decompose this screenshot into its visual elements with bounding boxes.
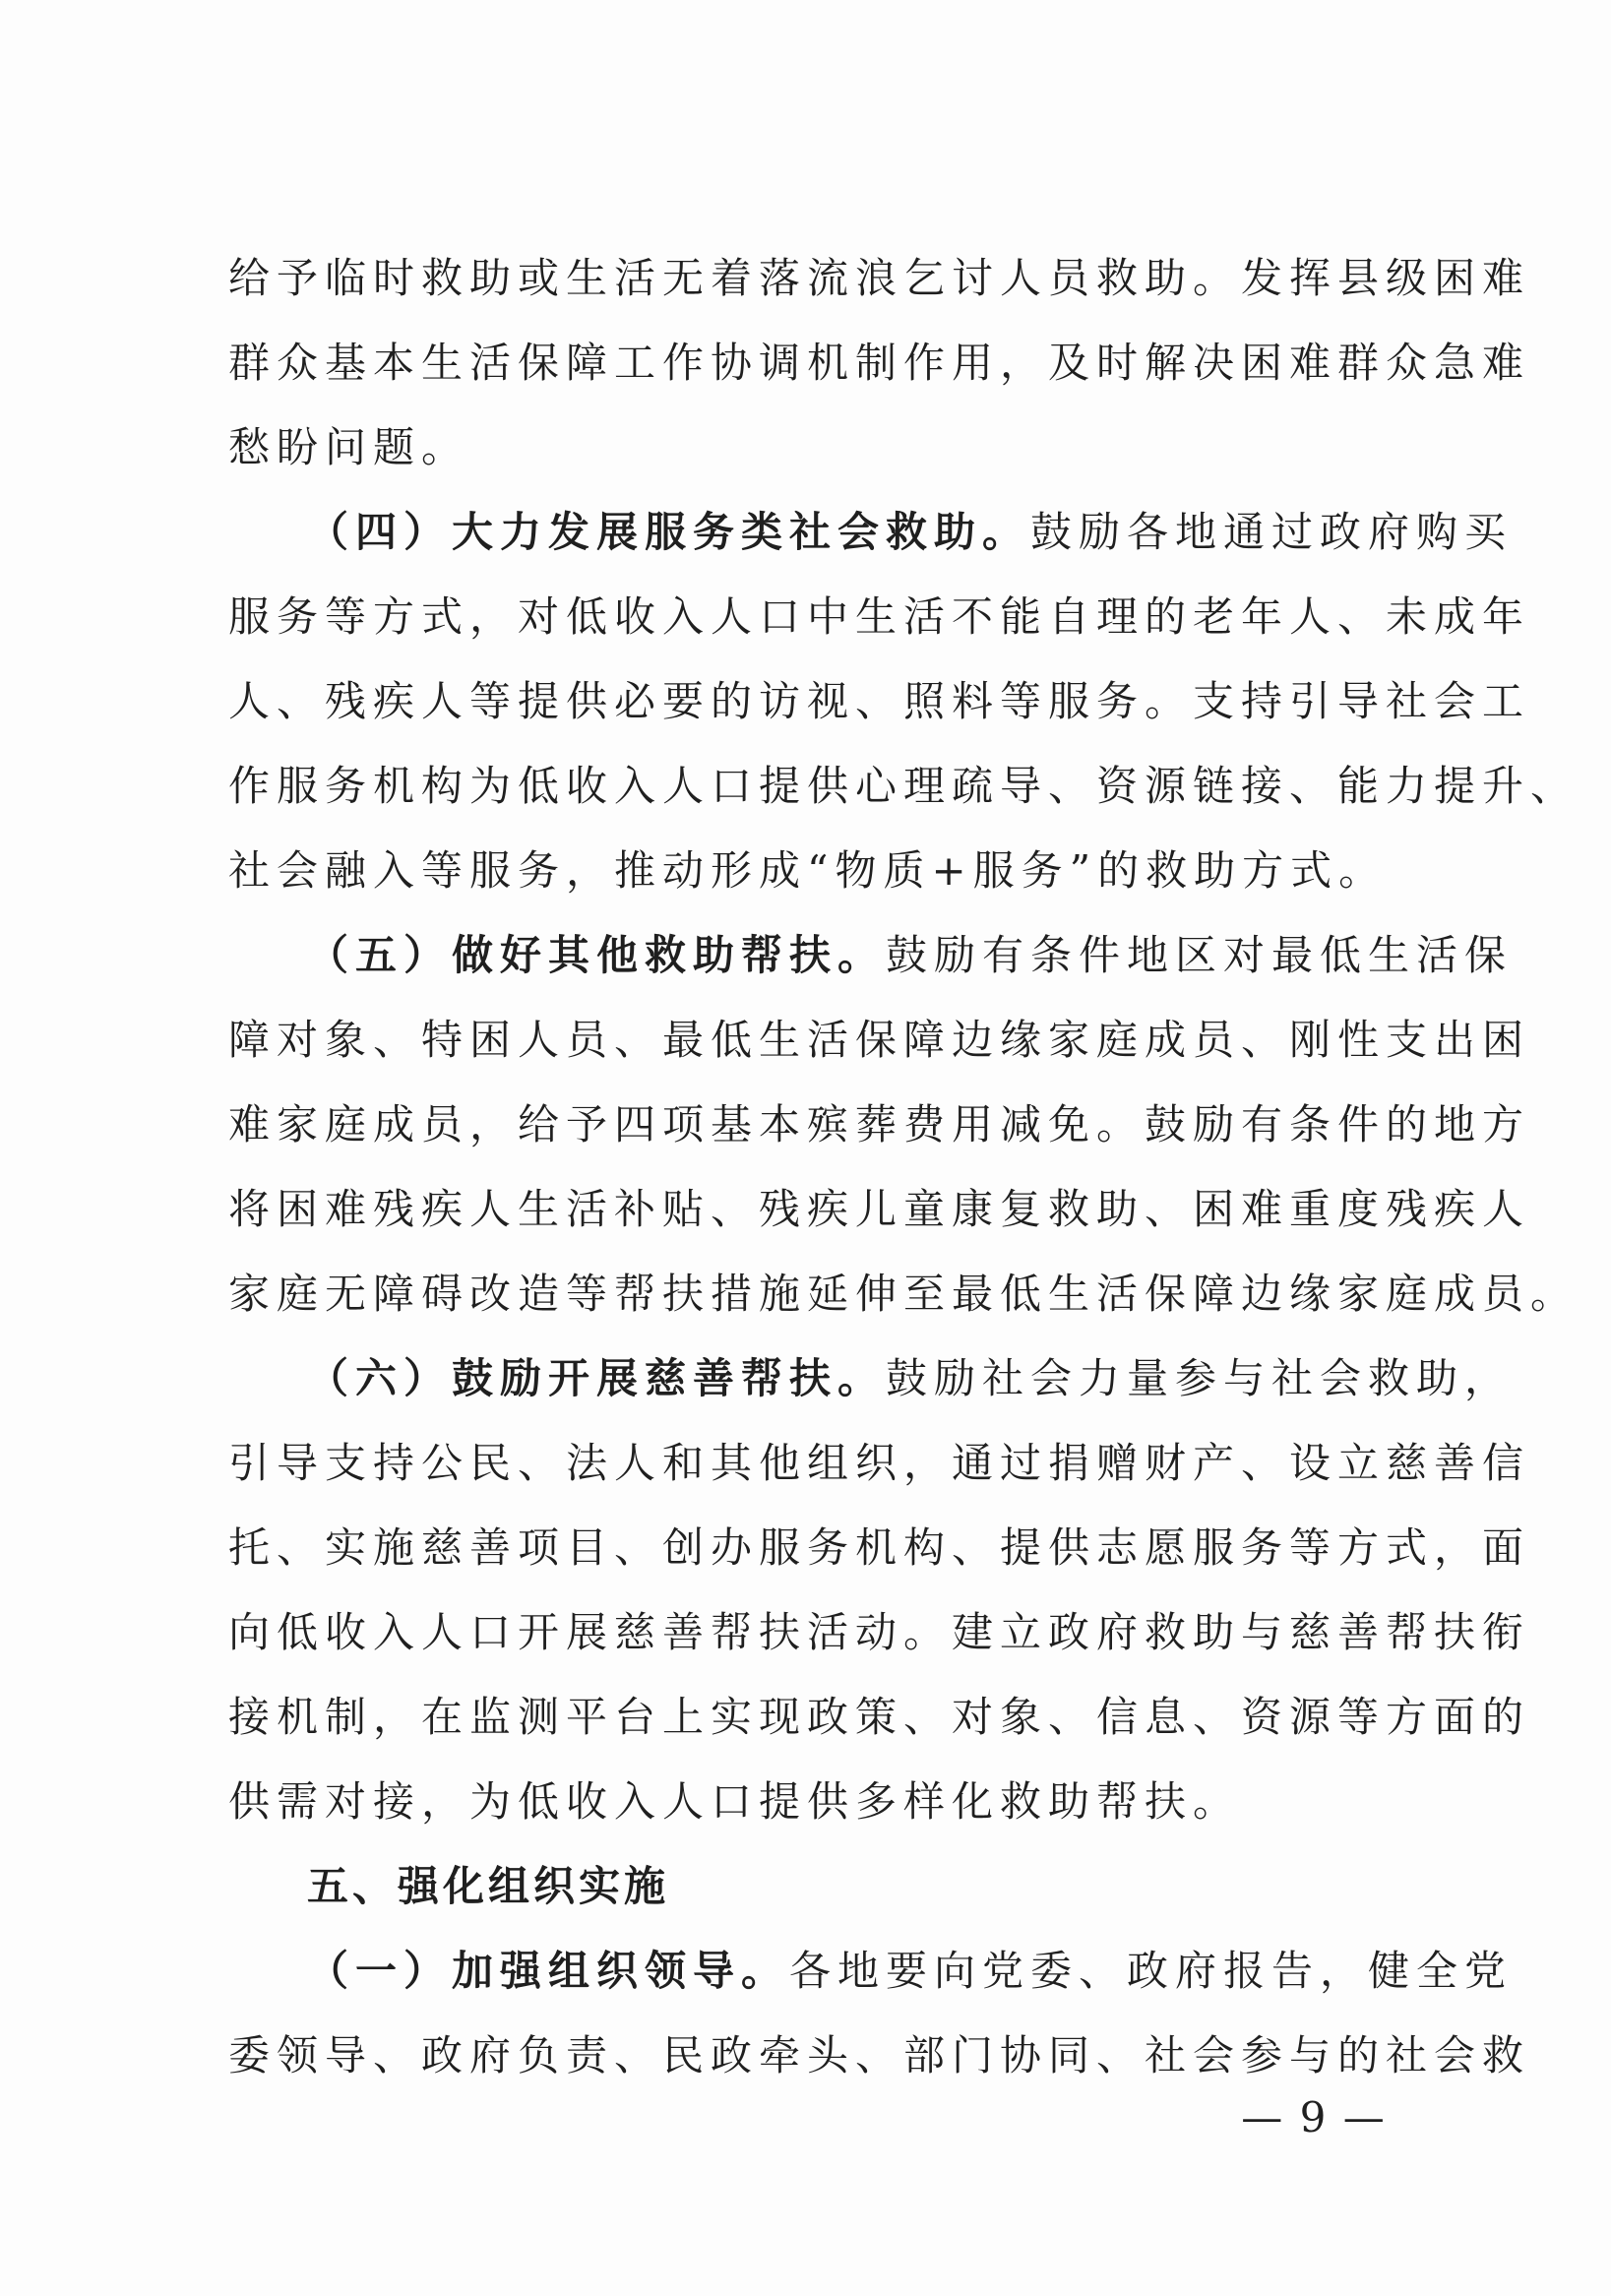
text-line: 将困难残疾人生活补贴、残疾儿童康复救助、困难重度残疾人 — [228, 1185, 1531, 1233]
text-line: 向低收入人口开展慈善帮扶活动。建立政府救助与慈善帮扶衔 — [228, 1608, 1531, 1656]
subsection-heading: （四）大力发展服务类社会救助。 — [307, 508, 1031, 556]
text-line: 难家庭成员，给予四项基本殡葬费用减免。鼓励有条件的地方 — [228, 1100, 1531, 1148]
body-text — [228, 236, 1580, 2098]
text-line: 社会融入等服务，推动形成“物质+服务”的救助方式。 — [228, 846, 1388, 895]
text-line: 托、实施慈善项目、创办服务机构、提供志愿服务等方式，面 — [228, 1523, 1531, 1572]
text-line: 接机制，在监测平台上实现政策、对象、信息、资源等方面的 — [228, 1693, 1531, 1741]
text-line: 给予临时救助或生活无着落流浪乞讨人员救助。发挥县级困难 — [228, 254, 1531, 302]
text-line: 作服务机构为低收入人口提供心理疏导、资源链接、能力提升、 — [228, 762, 1580, 810]
text-line: 人、残疾人等提供必要的访视、照料等服务。支持引导社会工 — [228, 677, 1531, 725]
text-line: 服务等方式，对低收入人口中生活不能自理的老年人、未成年 — [228, 592, 1531, 641]
paragraph-start-line: （一）加强组织领导。各地要向党委、政府报告，健全党 — [307, 1947, 1514, 1995]
page-number: — 9 — — [1241, 2093, 1387, 2141]
subsection-heading: （五）做好其他救助帮扶。 — [307, 931, 887, 979]
section-heading: 五、强化组织实施 — [307, 1862, 670, 1910]
text-line: 障对象、特困人员、最低生活保障边缘家庭成员、刚性支出困 — [228, 1016, 1531, 1064]
subsection-heading: （六）鼓励开展慈善帮扶。 — [307, 1354, 887, 1402]
paragraph-start-line: （六）鼓励开展慈善帮扶。鼓励社会力量参与社会救助， — [307, 1354, 1514, 1402]
text-line: 委领导、政府负责、民政牵头、部门协同、社会参与的社会救 — [228, 2031, 1531, 2079]
text-line: 群众基本生活保障工作协调机制作用，及时解决困难群众急难 — [228, 339, 1531, 387]
text-line: 家庭无障碍改造等帮扶措施延伸至最低生活保障边缘家庭成员。 — [228, 1270, 1580, 1318]
text-line: 愁盼问题。 — [228, 423, 470, 471]
paragraph-start-line: （五）做好其他救助帮扶。鼓励有条件地区对最低生活保 — [307, 931, 1514, 979]
paragraph-start-line: （四）大力发展服务类社会救助。鼓励各地通过政府购买 — [307, 508, 1514, 556]
section-heading-line — [228, 1844, 1421, 1929]
text-line: 供需对接，为低收入人口提供多样化救助帮扶。 — [228, 1777, 1242, 1826]
text-line: 引导支持公民、法人和其他组织，通过捐赠财产、设立慈善信 — [228, 1439, 1531, 1487]
subsection-heading: （一）加强组织领导。 — [307, 1947, 790, 1995]
